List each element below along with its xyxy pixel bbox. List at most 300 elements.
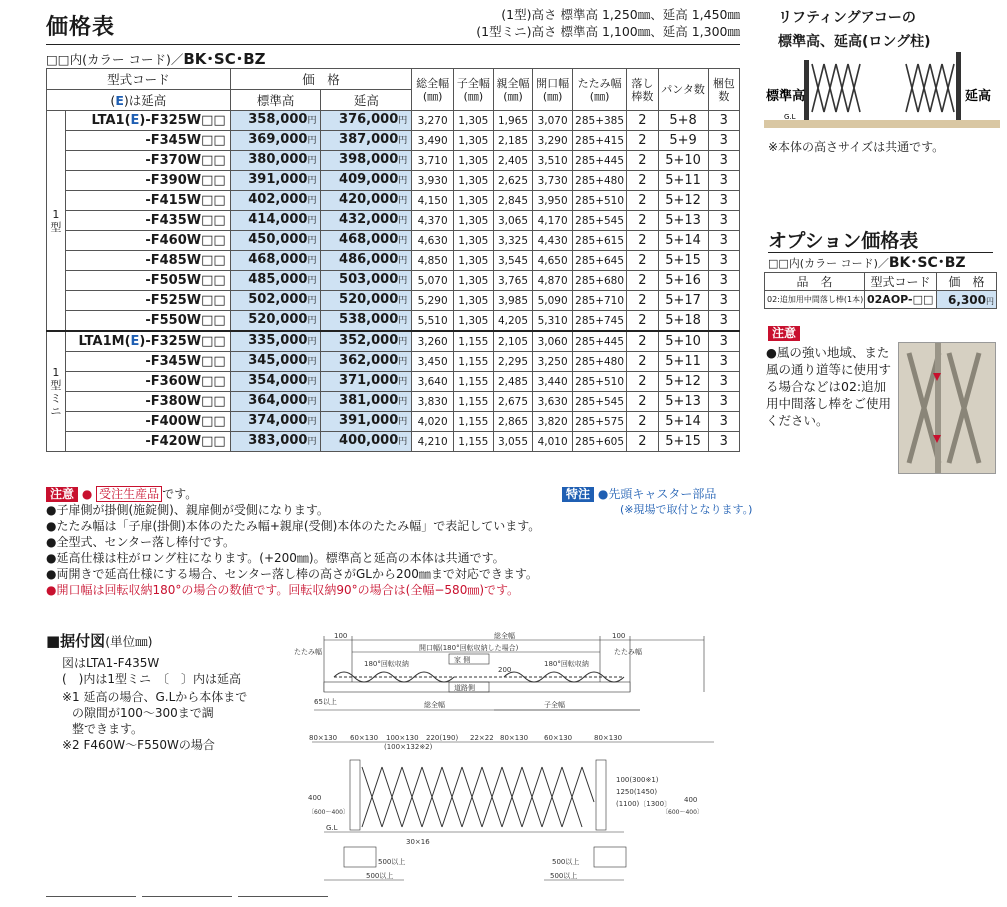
- dim-500a: 500以上: [378, 858, 406, 866]
- dim-80c: 80×130: [594, 734, 623, 742]
- fold-width: 285+575: [572, 412, 626, 432]
- price-ext: 468,000円: [321, 231, 412, 251]
- open-width: 3,250: [533, 352, 573, 372]
- child-width: 1,305: [454, 131, 494, 151]
- price-std: 502,000円: [230, 291, 321, 311]
- header-fold-width: たたみ幅 (㎜): [572, 69, 626, 111]
- drop-rods: 2: [627, 392, 658, 412]
- made-to-order-label: 受注生産品: [96, 486, 162, 502]
- gate-height-illustration: [764, 52, 1000, 132]
- fold-width: 285+480: [572, 352, 626, 372]
- open-width: 3,070: [533, 111, 573, 131]
- caution-right: [768, 322, 800, 341]
- child-width: 1,155: [454, 392, 494, 412]
- model-code: -F345W□□: [65, 131, 230, 151]
- child-width: 1,305: [454, 111, 494, 131]
- parent-width: 3,325: [493, 231, 533, 251]
- price-table-body: [47, 111, 740, 452]
- open-width: 3,950: [533, 191, 573, 211]
- pack-count: 3: [708, 372, 739, 392]
- install-line-2: ( )内は1型ミニ 〔 〕内は延高: [62, 672, 241, 686]
- price-std: 468,000円: [230, 251, 321, 271]
- note-line-4: ●延高仕様は柱がロング柱になります。(+200㎜)。標準高と延高の本体は共通です。: [46, 551, 505, 565]
- special-order: [562, 486, 716, 502]
- fold-width: 285+745: [572, 311, 626, 332]
- dim-80a: 80×130: [309, 734, 338, 742]
- dim-60a: 60×130: [350, 734, 379, 742]
- dim-total-b: 総全幅: [424, 701, 445, 709]
- price-std: 391,000円: [230, 171, 321, 191]
- install-notes: [62, 655, 262, 753]
- model-code: -F420W□□: [65, 432, 230, 452]
- child-width: 1,155: [454, 331, 494, 352]
- table-row: [47, 171, 740, 191]
- bottom-tab-1: [46, 896, 136, 903]
- header-ext-height: 延高: [321, 90, 412, 111]
- child-width: 1,305: [454, 291, 494, 311]
- pack-count: 3: [708, 352, 739, 372]
- fold-width: 285+645: [572, 251, 626, 271]
- drop-rods: 2: [627, 432, 658, 452]
- label-std: 標準高: [766, 89, 806, 104]
- dim-fold-l: たたみ幅: [294, 648, 322, 656]
- option-header-price: 価 格: [937, 273, 997, 291]
- parent-width: 2,625: [493, 171, 533, 191]
- child-width: 1,305: [454, 211, 494, 231]
- color-code-line: [46, 48, 266, 69]
- drop-rods: 2: [627, 331, 658, 352]
- fold-width: 285+480: [572, 171, 626, 191]
- right-title-line-2: 標準高、延高(ロング柱): [778, 34, 931, 50]
- total-width: 4,020: [412, 412, 454, 432]
- price-std: 369,000円: [230, 131, 321, 151]
- pack-count: 3: [708, 131, 739, 151]
- fold-width: 285+680: [572, 271, 626, 291]
- dim-opening: 開口幅(180°回転収納した場合): [419, 644, 519, 652]
- note-line-5: ●両開きで延高仕様にする場合、センター落し棒の高さがGLから200㎜まで対応できます。: [46, 567, 538, 581]
- price-ext: 387,000円: [321, 131, 412, 151]
- price-ext: 398,000円: [321, 151, 412, 171]
- open-width: 4,170: [533, 211, 573, 231]
- fold-width: 285+545: [572, 392, 626, 412]
- dim-220: 220(190): [426, 734, 459, 742]
- drop-rods: 2: [627, 372, 658, 392]
- pack-count: 3: [708, 311, 739, 332]
- child-width: 1,155: [454, 432, 494, 452]
- header-model-code: 型式コード: [47, 69, 231, 90]
- spec-line-1: (1型)高さ 標準高 1,250㎜、延高 1,450㎜: [501, 7, 740, 22]
- price-ext: 352,000円: [321, 331, 412, 352]
- total-width: 4,210: [412, 432, 454, 452]
- parent-width: 3,055: [493, 432, 533, 452]
- pack-count: 3: [708, 111, 739, 131]
- table-row: [47, 432, 740, 452]
- open-width: 3,820: [533, 412, 573, 432]
- price-ext: 520,000円: [321, 291, 412, 311]
- dim-500d: 500以上: [550, 872, 578, 880]
- install-diagram: [294, 632, 734, 890]
- pack-count: 3: [708, 291, 739, 311]
- price-ext: 538,000円: [321, 311, 412, 332]
- model-code: -F345W□□: [65, 352, 230, 372]
- price-ext: 400,000円: [321, 432, 412, 452]
- note-line-2: ●たたみ幅は「子扉(掛側)本体のたたみ幅+親扉(受側)本体のたたみ幅」で表記しています。: [46, 519, 541, 533]
- dim-400: 400: [308, 794, 322, 802]
- parent-width: 2,295: [493, 352, 533, 372]
- option-table: [764, 272, 997, 309]
- price-ext: 486,000円: [321, 251, 412, 271]
- panta-count: 5+12: [658, 191, 708, 211]
- note-line-1-row: [46, 502, 753, 518]
- child-width: 1,305: [454, 171, 494, 191]
- fold-width: 285+445: [572, 331, 626, 352]
- price-std: 358,000円: [230, 111, 321, 131]
- table-row: [47, 231, 740, 251]
- caution-badge: 注意: [46, 487, 78, 502]
- dim-rot-r: 180°回転収納: [544, 660, 589, 668]
- panta-count: 5+9: [658, 131, 708, 151]
- panta-count: 5+13: [658, 211, 708, 231]
- price-std: 354,000円: [230, 372, 321, 392]
- install-note1a: ※1 延高の場合、G.Lから本体まで: [62, 690, 248, 704]
- price-std: 374,000円: [230, 412, 321, 432]
- dim-r600: 〔600〜400〕: [662, 809, 703, 816]
- spec-line-2: (1型ミニ)高さ 標準高 1,100㎜、延高 1,300㎜: [476, 24, 740, 39]
- special-text: ●先頭キャスター部品: [597, 487, 717, 501]
- panta-count: 5+11: [658, 171, 708, 191]
- header-child-width: 子全幅 (㎜): [454, 69, 494, 111]
- table-row: [47, 251, 740, 271]
- dim-fold-r: たたみ幅: [614, 648, 642, 656]
- option-color-line: □□内(カラー コード)／BK･SC･BZ: [768, 255, 966, 271]
- parent-width: 2,845: [493, 191, 533, 211]
- header-model-sub: (E)は延高: [47, 90, 231, 111]
- dim-child-b: 子全幅: [544, 701, 565, 709]
- dim-100a: 100: [334, 632, 348, 640]
- drop-rods: 2: [627, 211, 658, 231]
- parent-width: 2,675: [493, 392, 533, 412]
- option-title: オプション価格表: [768, 230, 919, 252]
- table-row: [47, 111, 740, 131]
- table-row: [47, 412, 740, 432]
- open-width: 4,010: [533, 432, 573, 452]
- panta-count: 5+10: [658, 151, 708, 171]
- header-pack: 梱包数: [708, 69, 739, 111]
- fold-width: 285+710: [572, 291, 626, 311]
- parent-width: 2,105: [493, 331, 533, 352]
- panta-count: 5+15: [658, 251, 708, 271]
- drop-rods: 2: [627, 352, 658, 372]
- table-row: [47, 311, 740, 332]
- drop-rods: 2: [627, 111, 658, 131]
- dim-h1100: (1100)〔1300〕: [616, 800, 672, 808]
- model-code: -F360W□□: [65, 372, 230, 392]
- parent-width: 3,545: [493, 251, 533, 271]
- model-code: -F525W□□: [65, 291, 230, 311]
- label-gl: G.L: [326, 824, 338, 832]
- price-ext: 420,000円: [321, 191, 412, 211]
- parent-width: 2,185: [493, 131, 533, 151]
- open-width: 3,510: [533, 151, 573, 171]
- child-width: 1,305: [454, 231, 494, 251]
- total-width: 5,070: [412, 271, 454, 291]
- panta-count: 5+12: [658, 372, 708, 392]
- ext-marker-e: E: [115, 92, 124, 108]
- dim-100x: 100×130: [386, 734, 419, 742]
- price-table: [46, 68, 740, 452]
- group-label: 1型ミニ: [47, 331, 66, 452]
- group-label: 1型: [47, 111, 66, 332]
- price-ext: 409,000円: [321, 171, 412, 191]
- dim-65: 65以上: [314, 698, 337, 706]
- bottom-tab-3: [238, 896, 328, 903]
- total-width: 3,930: [412, 171, 454, 191]
- open-width: 3,060: [533, 331, 573, 352]
- dim-h1250: 1250(1450): [616, 788, 658, 796]
- option-code: 02AOP-□□: [865, 291, 937, 309]
- dim-22: 22×22: [470, 734, 494, 742]
- pack-count: 3: [708, 211, 739, 231]
- total-width: 4,150: [412, 191, 454, 211]
- pack-count: 3: [708, 271, 739, 291]
- price-std: 383,000円: [230, 432, 321, 452]
- table-row: [47, 331, 740, 352]
- price-std: 414,000円: [230, 211, 321, 231]
- dim-100x2: (100×132※2): [384, 743, 433, 751]
- dim-200: 200: [498, 666, 512, 674]
- model-code: LTA1M(E)-F325W□□: [65, 331, 230, 352]
- total-width: 5,290: [412, 291, 454, 311]
- header-total-width: 総全幅 (㎜): [412, 69, 454, 111]
- price-ext: 391,000円: [321, 412, 412, 432]
- right-title-line-1: リフティングアコーの: [778, 10, 916, 26]
- model-code: -F415W□□: [65, 191, 230, 211]
- model-code: -F370W□□: [65, 151, 230, 171]
- height-spec: [476, 6, 740, 40]
- made-to-order-suffix: です。: [162, 487, 198, 501]
- price-std: 402,000円: [230, 191, 321, 211]
- header-panta: パンタ数: [658, 69, 708, 111]
- total-width: 4,630: [412, 231, 454, 251]
- parent-width: 1,965: [493, 111, 533, 131]
- dim-100r: 100(300※1): [616, 776, 659, 784]
- bottom-tab-2: [142, 896, 232, 903]
- panta-count: 5+15: [658, 432, 708, 452]
- total-width: 3,270: [412, 111, 454, 131]
- total-width: 5,510: [412, 311, 454, 332]
- parent-width: 2,405: [493, 151, 533, 171]
- option-price: 6,300円: [937, 291, 997, 309]
- parent-width: 3,065: [493, 211, 533, 231]
- price-ext: 432,000円: [321, 211, 412, 231]
- panta-count: 5+14: [658, 412, 708, 432]
- header-price: 価 格: [230, 69, 412, 90]
- dim-rot-l: 180°回転収納: [364, 660, 409, 668]
- pack-count: 3: [708, 412, 739, 432]
- pack-count: 3: [708, 331, 739, 352]
- price-std: 345,000円: [230, 352, 321, 372]
- drop-rods: 2: [627, 191, 658, 211]
- child-width: 1,155: [454, 352, 494, 372]
- dim-overall: 総全幅: [494, 632, 515, 640]
- price-std: 335,000円: [230, 331, 321, 352]
- drop-rods: 2: [627, 311, 658, 332]
- panta-count: 5+11: [658, 352, 708, 372]
- model-code: -F550W□□: [65, 311, 230, 332]
- panta-count: 5+13: [658, 392, 708, 412]
- price-ext: 362,000円: [321, 352, 412, 372]
- install-line-1: 図はLTA1-F435W: [62, 656, 160, 670]
- table-row: [47, 271, 740, 291]
- model-code: LTA1(E)-F325W□□: [65, 111, 230, 131]
- model-code: -F380W□□: [65, 392, 230, 412]
- child-width: 1,305: [454, 151, 494, 171]
- dim-30x16: 30×16: [406, 838, 430, 846]
- price-ext: 503,000円: [321, 271, 412, 291]
- title-divider: [46, 44, 740, 45]
- parent-width: 4,205: [493, 311, 533, 332]
- dim-500c: 500以上: [366, 872, 394, 880]
- model-code: -F505W□□: [65, 271, 230, 291]
- model-code: -F485W□□: [65, 251, 230, 271]
- table-row: [47, 151, 740, 171]
- child-width: 1,305: [454, 191, 494, 211]
- option-header-code: 型式コード: [865, 273, 937, 291]
- drop-rods: 2: [627, 151, 658, 171]
- install-title: ■据付図(単位㎜): [46, 632, 153, 650]
- panta-count: 5+8: [658, 111, 708, 131]
- dim-100b: 100: [612, 632, 626, 640]
- model-code: -F460W□□: [65, 231, 230, 251]
- total-width: 3,260: [412, 331, 454, 352]
- price-ext: 381,000円: [321, 392, 412, 412]
- drop-rods: 2: [627, 412, 658, 432]
- total-width: 4,850: [412, 251, 454, 271]
- label-house: 家 側: [454, 656, 471, 664]
- child-width: 1,155: [454, 412, 494, 432]
- fold-width: 285+545: [572, 211, 626, 231]
- note-line-3: ●全型式、センター落し棒付です。: [46, 535, 236, 549]
- drop-rods: 2: [627, 251, 658, 271]
- table-row: [47, 211, 740, 231]
- table-row: [47, 352, 740, 372]
- caution-right-badge: 注意: [768, 326, 800, 341]
- special-sub: (※現場で取付となります。): [620, 503, 753, 516]
- note-line-red: ●開口幅は回転収納180°の場合の数値です。回転収納90°の場合は(全幅−580㎜)です。: [46, 583, 520, 597]
- drop-rod-photo: [898, 342, 996, 474]
- panta-count: 5+10: [658, 331, 708, 352]
- panta-count: 5+16: [658, 271, 708, 291]
- fold-width: 285+615: [572, 231, 626, 251]
- drop-rod-image: [899, 343, 995, 473]
- open-width: 4,430: [533, 231, 573, 251]
- price-std: 520,000円: [230, 311, 321, 332]
- open-width: 4,650: [533, 251, 573, 271]
- header-std-height: 標準高: [230, 90, 321, 111]
- open-width: 5,090: [533, 291, 573, 311]
- height-note: ※本体の高さサイズは共通です。: [768, 140, 945, 154]
- pack-count: 3: [708, 251, 739, 271]
- table-row: [47, 291, 740, 311]
- dim-80b: 80×130: [500, 734, 529, 742]
- parent-width: 2,865: [493, 412, 533, 432]
- header-parent-width: 親全幅 (㎜): [493, 69, 533, 111]
- parent-width: 3,985: [493, 291, 533, 311]
- right-gl: G.L: [784, 113, 796, 121]
- install-unit: (単位㎜): [105, 634, 153, 649]
- color-codes: BK･SC･BZ: [183, 50, 266, 68]
- table-row: [47, 131, 740, 151]
- child-width: 1,305: [454, 311, 494, 332]
- open-width: 4,870: [533, 271, 573, 291]
- fold-width: 285+385: [572, 111, 626, 131]
- total-width: 3,450: [412, 352, 454, 372]
- panta-count: 5+14: [658, 231, 708, 251]
- dim-60b: 60×130: [544, 734, 573, 742]
- label-road: 道路側: [454, 684, 475, 692]
- pack-count: 3: [708, 231, 739, 251]
- price-std: 364,000円: [230, 392, 321, 412]
- drop-rods: 2: [627, 171, 658, 191]
- pack-count: 3: [708, 432, 739, 452]
- open-width: 3,290: [533, 131, 573, 151]
- total-width: 3,640: [412, 372, 454, 392]
- pack-count: 3: [708, 392, 739, 412]
- price-std: 450,000円: [230, 231, 321, 251]
- bottom-tabs: [46, 888, 334, 907]
- table-row: [47, 392, 740, 412]
- parent-width: 2,485: [493, 372, 533, 392]
- label-ext: 延高: [965, 89, 992, 104]
- fold-width: 285+510: [572, 372, 626, 392]
- install-note1b: の隙間が100〜300まで調: [72, 706, 214, 720]
- model-code: -F435W□□: [65, 211, 230, 231]
- panta-count: 5+17: [658, 291, 708, 311]
- install-note2: ※2 F460W〜F550Wの場合: [62, 738, 215, 752]
- child-width: 1,155: [454, 372, 494, 392]
- pack-count: 3: [708, 151, 739, 171]
- option-name: 02:追加用中間落し棒(1本): [765, 291, 865, 309]
- parent-width: 3,765: [493, 271, 533, 291]
- drop-rods: 2: [627, 131, 658, 151]
- drop-rods: 2: [627, 231, 658, 251]
- total-width: 3,710: [412, 151, 454, 171]
- dim-r400: 400: [684, 796, 698, 804]
- open-width: 3,440: [533, 372, 573, 392]
- note-line-1: ●子扉側が掛側(施錠側)、親扉側が受側になります。: [46, 503, 329, 517]
- price-ext: 376,000円: [321, 111, 412, 131]
- option-header-name: 品 名: [765, 273, 865, 291]
- fold-width: 285+445: [572, 151, 626, 171]
- drop-rods: 2: [627, 291, 658, 311]
- total-width: 3,490: [412, 131, 454, 151]
- special-badge: 特注: [562, 487, 594, 502]
- page-title: 価格表: [46, 15, 116, 40]
- fold-width: 285+415: [572, 131, 626, 151]
- panta-count: 5+18: [658, 311, 708, 332]
- total-width: 3,830: [412, 392, 454, 412]
- child-width: 1,305: [454, 251, 494, 271]
- child-width: 1,305: [454, 271, 494, 291]
- pack-count: 3: [708, 191, 739, 211]
- header-open-width: 開口幅 (㎜): [533, 69, 573, 111]
- bullet-red: ●: [81, 487, 93, 501]
- notes-section: [46, 486, 753, 598]
- color-code-prefix: □□内(カラー コード)／: [46, 52, 184, 67]
- install-note1c: 整できます。: [72, 722, 144, 736]
- table-row: [47, 372, 740, 392]
- caution-right-text: ●風の強い地域、また風の通り道等に使用する場合などは02:追加用中間落し棒をご使用ください。: [766, 345, 892, 428]
